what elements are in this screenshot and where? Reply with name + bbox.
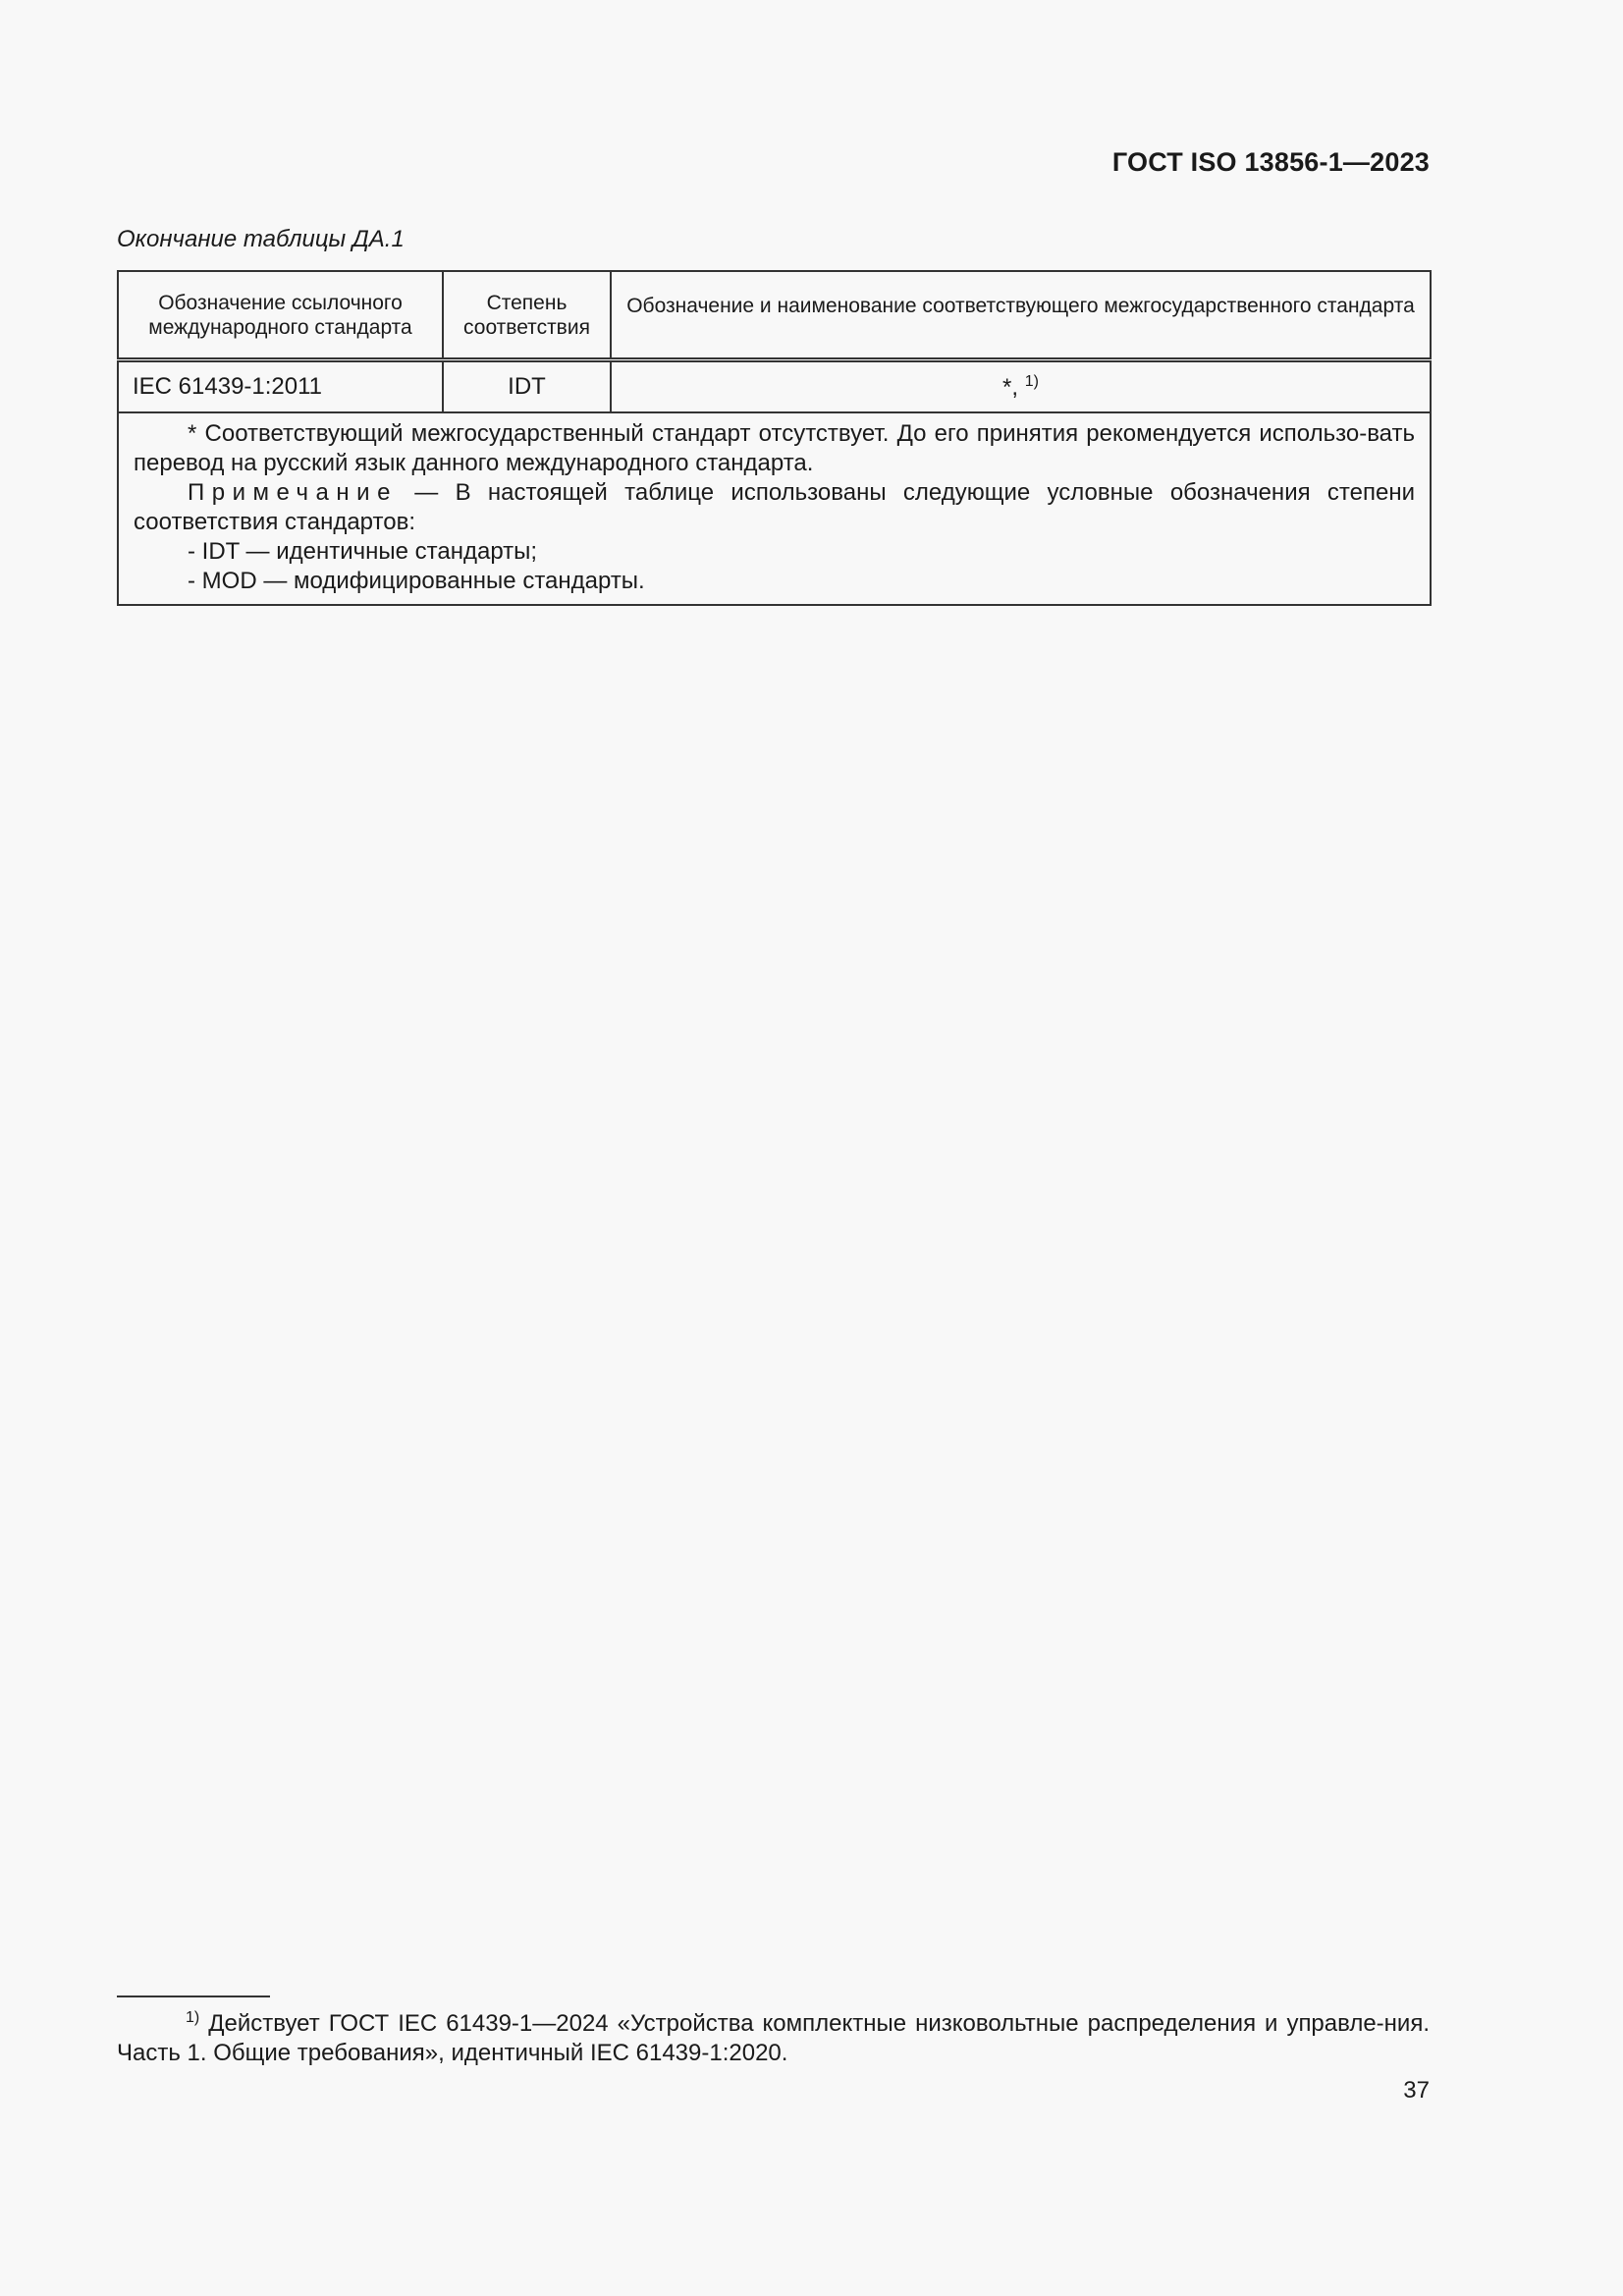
- table-notes-cell: [118, 412, 1431, 605]
- footnote: [117, 2003, 1430, 2068]
- note-paragraph: [134, 478, 1415, 537]
- reference-standards-table: [117, 270, 1432, 606]
- note-label: Примечание: [188, 479, 398, 506]
- table-caption: Окончание таблицы ДА.1: [117, 226, 405, 252]
- star-note: * Соответствующий межгосударственный стандарт отсутствует. До его принятия рекомендуется использо-вать перевод на русский язык данного международного стандарта.: [134, 420, 1415, 476]
- column-header-title: Обозначение и наименование соответствующего межгосударственного стандарта: [611, 271, 1431, 360]
- note-text: — В настоящей таблице использованы следующие условные обозначения степени соответствия стандартов:: [134, 479, 1415, 535]
- cell-degree: IDT: [443, 360, 611, 413]
- table-row: [118, 360, 1431, 413]
- cell-title-text: *,: [1002, 373, 1019, 401]
- footnote-marker: 1): [186, 2009, 200, 2026]
- note-list-item-idt: - IDT — идентичные стандарты;: [188, 538, 538, 565]
- page-number: 37: [1403, 2077, 1430, 2104]
- document-id-header: ГОСТ ISO 13856-1—2023: [1111, 147, 1430, 177]
- footnote-text: Действует ГОСТ IEC 61439-1—2024 «Устройства комплектные низковольтные распределения и управле-ния. Часть 1. Общие требования», идентичный IEC 61439-1:2020.: [117, 2010, 1430, 2066]
- column-header-standard: Обозначение ссылочного международного стандарта: [118, 271, 443, 360]
- column-header-degree: Степень соответствия: [443, 271, 611, 360]
- cell-title: [611, 360, 1431, 413]
- table-notes-row: [118, 412, 1431, 605]
- footnote-separator: [117, 1995, 270, 1997]
- table-header-row: [118, 271, 1431, 360]
- reference-table-container: [117, 270, 1430, 606]
- note-list-item-mod: - MOD — модифицированные стандарты.: [188, 568, 645, 594]
- footnote-reference: 1): [1024, 372, 1039, 390]
- cell-standard: IEC 61439-1:2011: [118, 360, 443, 413]
